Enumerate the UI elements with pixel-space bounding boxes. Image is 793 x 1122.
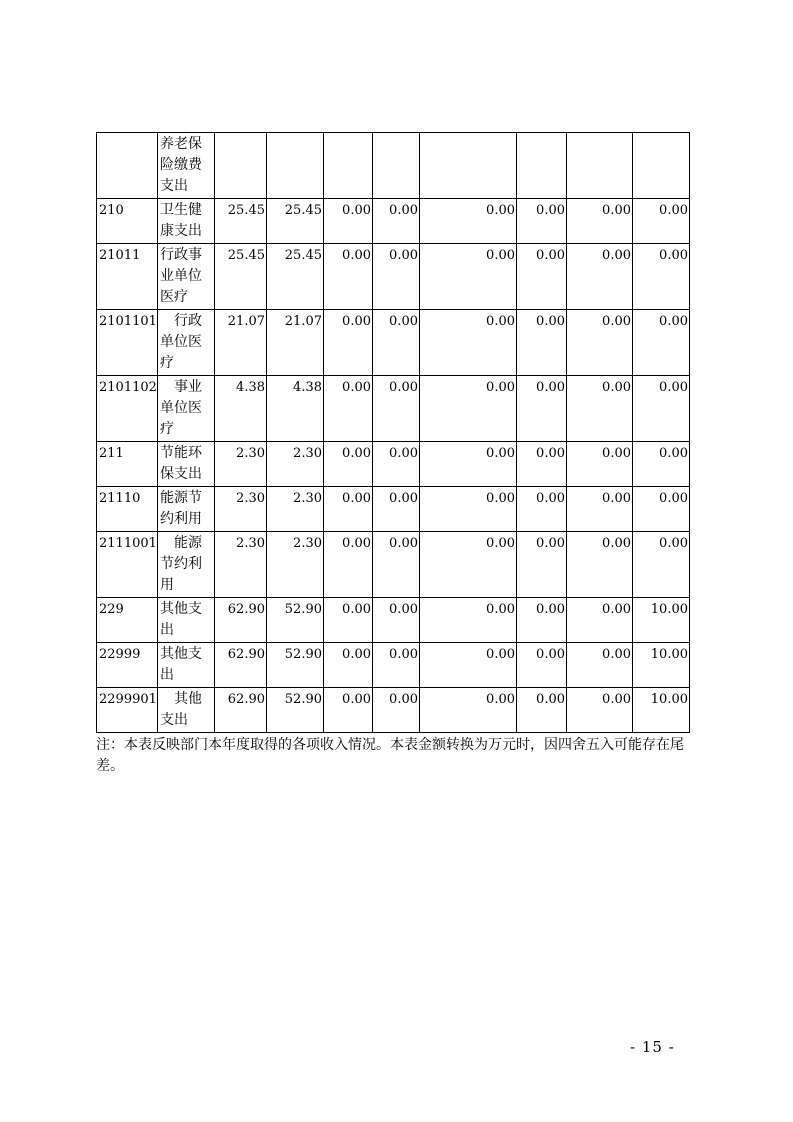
table-row <box>97 643 690 688</box>
subject-code-cell: 21110 <box>97 487 158 532</box>
subject-code-cell <box>97 133 158 199</box>
amount-cell: 0.00 <box>517 598 567 643</box>
subject-name-cell: 其他支出 <box>158 643 215 688</box>
subject-name-cell: 行政单位医疗 <box>158 310 215 376</box>
amount-cell: 2.30 <box>215 532 267 598</box>
table-row <box>97 133 690 199</box>
amount-cell: 0.00 <box>324 487 373 532</box>
amount-cell: 0.00 <box>373 532 420 598</box>
amount-cell: 0.00 <box>373 442 420 487</box>
amount-cell: 0.00 <box>324 442 373 487</box>
amount-cell: 0.00 <box>567 598 633 643</box>
amount-cell: 0.00 <box>517 442 567 487</box>
amount-cell: 0.00 <box>567 532 633 598</box>
subject-name-cell: 养老保险缴费支出 <box>158 133 215 199</box>
subject-name-cell: 节能环保支出 <box>158 442 215 487</box>
amount-cell: 25.45 <box>215 244 267 310</box>
subject-name-cell: 行政事业单位医疗 <box>158 244 215 310</box>
amount-cell: 0.00 <box>420 598 517 643</box>
amount-cell: 52.90 <box>267 688 324 733</box>
table-row <box>97 376 690 442</box>
amount-cell: 21.07 <box>215 310 267 376</box>
amount-cell: 0.00 <box>517 376 567 442</box>
amount-cell: 0.00 <box>324 310 373 376</box>
amount-cell: 0.00 <box>567 244 633 310</box>
subject-code-cell: 2111001 <box>97 532 158 598</box>
amount-cell: 25.45 <box>267 199 324 244</box>
amount-cell: 0.00 <box>373 199 420 244</box>
amount-cell: 62.90 <box>215 643 267 688</box>
subject-name-cell: 能源节约利用 <box>158 532 215 598</box>
amount-cell: 0.00 <box>633 442 690 487</box>
page-number: - 15 - <box>630 1038 675 1056</box>
amount-cell: 0.00 <box>420 487 517 532</box>
amount-cell: 0.00 <box>324 688 373 733</box>
table-row <box>97 310 690 376</box>
amount-cell: 0.00 <box>324 244 373 310</box>
subject-name-cell: 其他支出 <box>158 688 215 733</box>
amount-cell: 0.00 <box>420 442 517 487</box>
amount-cell: 0.00 <box>517 532 567 598</box>
amount-cell: 0.00 <box>324 532 373 598</box>
amount-cell <box>373 133 420 199</box>
amount-cell: 0.00 <box>567 310 633 376</box>
amount-cell: 0.00 <box>633 244 690 310</box>
subject-code-cell: 2101101 <box>97 310 158 376</box>
subject-code-cell: 2101102 <box>97 376 158 442</box>
amount-cell: 0.00 <box>567 688 633 733</box>
subject-code-cell: 22999 <box>97 643 158 688</box>
amount-cell: 0.00 <box>567 376 633 442</box>
amount-cell: 0.00 <box>324 199 373 244</box>
amount-cell: 2.30 <box>267 442 324 487</box>
table-row <box>97 598 690 643</box>
amount-cell: 0.00 <box>324 643 373 688</box>
amount-cell: 0.00 <box>633 199 690 244</box>
amount-cell: 0.00 <box>420 376 517 442</box>
amount-cell <box>267 133 324 199</box>
subject-name-cell: 其他支出 <box>158 598 215 643</box>
amount-cell: 0.00 <box>517 487 567 532</box>
subject-name-cell: 能源节约利用 <box>158 487 215 532</box>
amount-cell: 0.00 <box>567 643 633 688</box>
amount-cell: 0.00 <box>517 199 567 244</box>
amount-cell: 62.90 <box>215 688 267 733</box>
amount-cell: 10.00 <box>633 643 690 688</box>
amount-cell: 0.00 <box>373 643 420 688</box>
amount-cell: 0.00 <box>420 310 517 376</box>
amount-cell: 0.00 <box>373 688 420 733</box>
amount-cell: 0.00 <box>373 487 420 532</box>
amount-cell: 0.00 <box>567 199 633 244</box>
subject-name-cell: 卫生健康支出 <box>158 199 215 244</box>
subject-name-cell: 事业单位医疗 <box>158 376 215 442</box>
amount-cell: 4.38 <box>215 376 267 442</box>
table-note: 注：本表反映部门本年度取得的各项收入情况。本表金额转换为万元时，因四舍五入可能存在尾差。 <box>96 737 684 774</box>
amount-cell: 0.00 <box>517 244 567 310</box>
subject-code-cell: 211 <box>97 442 158 487</box>
income-table <box>96 132 690 733</box>
amount-cell: 0.00 <box>420 244 517 310</box>
amount-cell <box>633 133 690 199</box>
amount-cell: 0.00 <box>567 442 633 487</box>
amount-cell <box>517 133 567 199</box>
amount-cell: 0.00 <box>324 376 373 442</box>
amount-cell: 2.30 <box>215 442 267 487</box>
amount-cell: 0.00 <box>633 487 690 532</box>
subject-code-cell: 210 <box>97 199 158 244</box>
amount-cell: 4.38 <box>267 376 324 442</box>
amount-cell: 21.07 <box>267 310 324 376</box>
amount-cell <box>324 133 373 199</box>
amount-cell: 25.45 <box>267 244 324 310</box>
amount-cell: 0.00 <box>420 643 517 688</box>
subject-code-cell: 229 <box>97 598 158 643</box>
subject-code-cell: 21011 <box>97 244 158 310</box>
table-body <box>97 133 690 733</box>
amount-cell: 52.90 <box>267 598 324 643</box>
amount-cell: 0.00 <box>517 643 567 688</box>
amount-cell <box>567 133 633 199</box>
table-row <box>97 688 690 733</box>
amount-cell: 2.30 <box>215 487 267 532</box>
amount-cell: 0.00 <box>373 598 420 643</box>
amount-cell: 0.00 <box>420 688 517 733</box>
amount-cell: 0.00 <box>373 244 420 310</box>
amount-cell: 2.30 <box>267 532 324 598</box>
amount-cell: 0.00 <box>633 532 690 598</box>
amount-cell <box>215 133 267 199</box>
amount-cell: 0.00 <box>633 376 690 442</box>
amount-cell: 0.00 <box>324 598 373 643</box>
amount-cell: 0.00 <box>420 532 517 598</box>
amount-cell: 0.00 <box>517 688 567 733</box>
subject-code-cell: 2299901 <box>97 688 158 733</box>
table-row <box>97 532 690 598</box>
amount-cell <box>420 133 517 199</box>
amount-cell: 0.00 <box>420 199 517 244</box>
table-row <box>97 487 690 532</box>
table-row <box>97 442 690 487</box>
amount-cell: 10.00 <box>633 598 690 643</box>
amount-cell: 0.00 <box>633 310 690 376</box>
table-row <box>97 244 690 310</box>
amount-cell: 25.45 <box>215 199 267 244</box>
amount-cell: 62.90 <box>215 598 267 643</box>
amount-cell: 10.00 <box>633 688 690 733</box>
table-row <box>97 199 690 244</box>
amount-cell: 0.00 <box>567 487 633 532</box>
amount-cell: 0.00 <box>373 310 420 376</box>
amount-cell: 0.00 <box>373 376 420 442</box>
amount-cell: 0.00 <box>517 310 567 376</box>
amount-cell: 2.30 <box>267 487 324 532</box>
amount-cell: 52.90 <box>267 643 324 688</box>
